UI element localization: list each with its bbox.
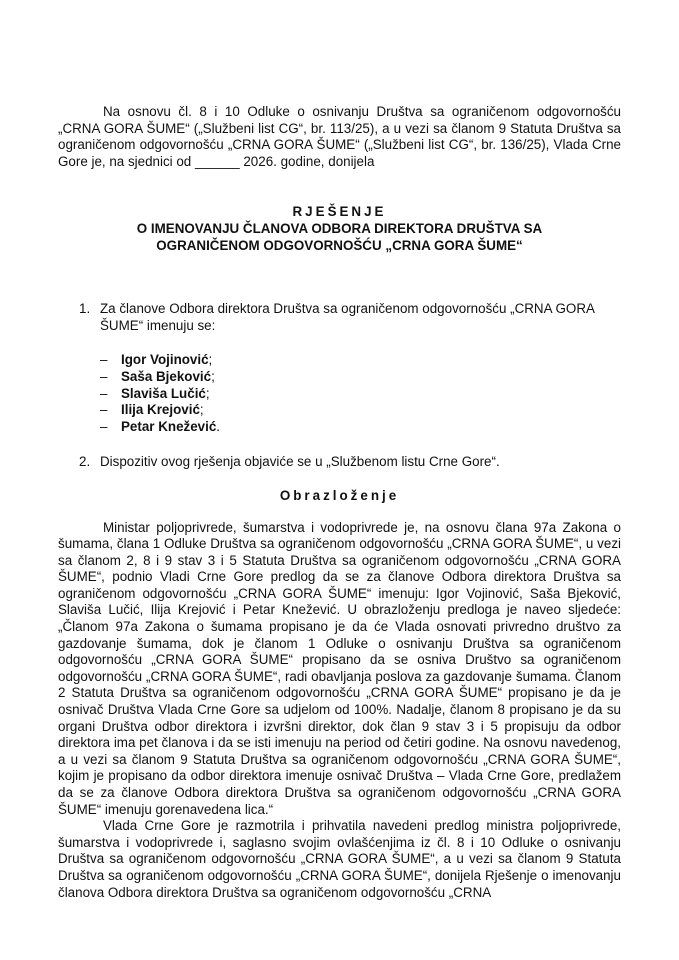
item-text: Dispozitiv ovog rješenja objaviće se u „Službenom listu Crne Gore“.: [100, 454, 500, 470]
member-name: Slaviša Lučić: [121, 385, 206, 401]
item-text: Za članove Odbora direktora Društva sa ograničenom odgovornošću „CRNA GORA ŠUME“ imenuju se:: [100, 301, 595, 333]
reasoning-heading: Obrazloženje: [279, 487, 400, 503]
separator: ;: [199, 402, 204, 418]
item-number: 2.: [79, 454, 91, 470]
list-item: [58, 402, 621, 419]
list-item: [58, 386, 621, 403]
preamble-paragraph: Na osnovu čl. 8 i 10 Odluke o osnivanju Društva sa ograničenom odgovornošću „CRNA GORA ŠUME“ („Službeni list CG“, br. 113/25), a u vezi sa članom 9 Statuta Društva sa ograničenom odgovornošću „CRNA GORA ŠUME“ („Službeni list CG“, br. 136/25), Vlada Crne Gore je, na sjednici od ______ 2026. godine, donijela: [58, 104, 621, 169]
list-item: [58, 369, 621, 386]
dash-bullet: –: [100, 385, 108, 401]
board-members-list: [58, 352, 621, 435]
member-name: Igor Vojinović: [121, 352, 209, 368]
dash-bullet: –: [100, 352, 108, 368]
dash-bullet: –: [100, 368, 108, 384]
decision-item-2: [58, 454, 621, 471]
decision-item-1: [58, 301, 621, 334]
reasoning-paragraph-2: Vlada Crne Gore je razmotrila i prihvatila navedeni predlog ministra poljoprivrede, šumarstva i vodoprivrede i, saglasno svojim ovlašćenjima iz čl. 8 i 10 Odluke o osnivanju Društva sa ograničenom odgovornošću „CRNA GORA ŠUME“, a u vezi sa članom 9 Statuta Društva sa ograničenom odgovornošću „CRNA GORA ŠUME“, donijela Rješenje o imenovanju članova Odbora direktora Društva sa ograničenom odgovornošću „CRNA: [58, 818, 621, 900]
member-name: Ilija Krejović: [121, 402, 200, 418]
dash-bullet: –: [100, 418, 108, 434]
decision-subtitle-line-2: OGRANIČENOM ODGOVORNOŠĆU „CRNA GORA ŠUME“: [156, 237, 523, 253]
reasoning-section: [58, 520, 621, 902]
separator: ;: [211, 368, 215, 384]
dash-bullet: –: [100, 402, 108, 418]
decision-title: RJEŠENJE: [292, 204, 387, 220]
separator: ;: [205, 385, 210, 401]
separator: ;: [208, 352, 213, 368]
separator: .: [216, 418, 221, 434]
document-page: [58, 104, 621, 901]
reasoning-paragraph-1: Ministar poljoprivrede, šumarstva i vodoprivrede je, na osnovu člana 97a Zakona o šumama, člana 1 Odluke Društva sa ograničenom odgovornošću „CRNA GORA ŠUME“, u vezi sa članom 2, 8 i 9 stav 3 i 5 Statuta Društva sa ograničenom odgovornošću „CRNA GORA ŠUME“, podnio Vladi Crne Gore predlog da se za članove Odbora direktora Društva sa ograničenom odgovornošću „CRNA GORA ŠUME“ imenuju: Igor Vojinović, Saša Bjeković, Slaviša Lučić, Ilija Krejović i Petar Knežević. U obrazloženju predloga je naveo sljedeće: „Članom 97a Zakona o šumama propisano je da će Vlada osnovati privredno društvo za gazdovanje šumama, dok je članom 1 Odluke o osnivanju Društva sa ograničenom odgovornošću „CRNA GORA ŠUME“ propisano da se osniva Društvo sa ograničenom odgovornošću „CRNA GORA ŠUME“, radi obavljanja poslova za gazdovanje šumama. Članom 2 Statuta Društva sa ograničenom odgovornošću „CRNA GORA ŠUME“ propisano je da je osnivač Društva Vlada Crne Gore sa udjelom od 100%. Nadalje, članom 8 propisano je da su organi Društva odbor direktora i izvršni direktor, dok član 9 stav 3 i 5 propisuju da odbor direktora ima pet članova i da se isti imenuju na period od četiri godine. Na osnovu navedenog, a u vezi sa članom 9 Statuta Društva sa ograničenom odgovornošću „CRNA GORA ŠUME“, kojim je propisano da odbor direktora imenuje osnivač Društva – Vlada Crne Gore, predlažem da se za članove Odbora direktora Društva sa ograničenom odgovornošću „CRNA GORA ŠUME“ imenuju gorenavedena lica.“: [58, 519, 621, 817]
item-number: 1.: [79, 301, 91, 317]
list-item: [58, 419, 621, 436]
decision-title-block: [58, 204, 621, 254]
decision-subtitle-line-1: O IMENOVANJU ČLANOVA ODBORA DIREKTORA DRUŠTVA SA: [136, 220, 543, 236]
member-name: Petar Knežević: [121, 418, 217, 434]
list-item: [58, 352, 621, 369]
member-name: Saša Bjeković: [121, 368, 212, 384]
